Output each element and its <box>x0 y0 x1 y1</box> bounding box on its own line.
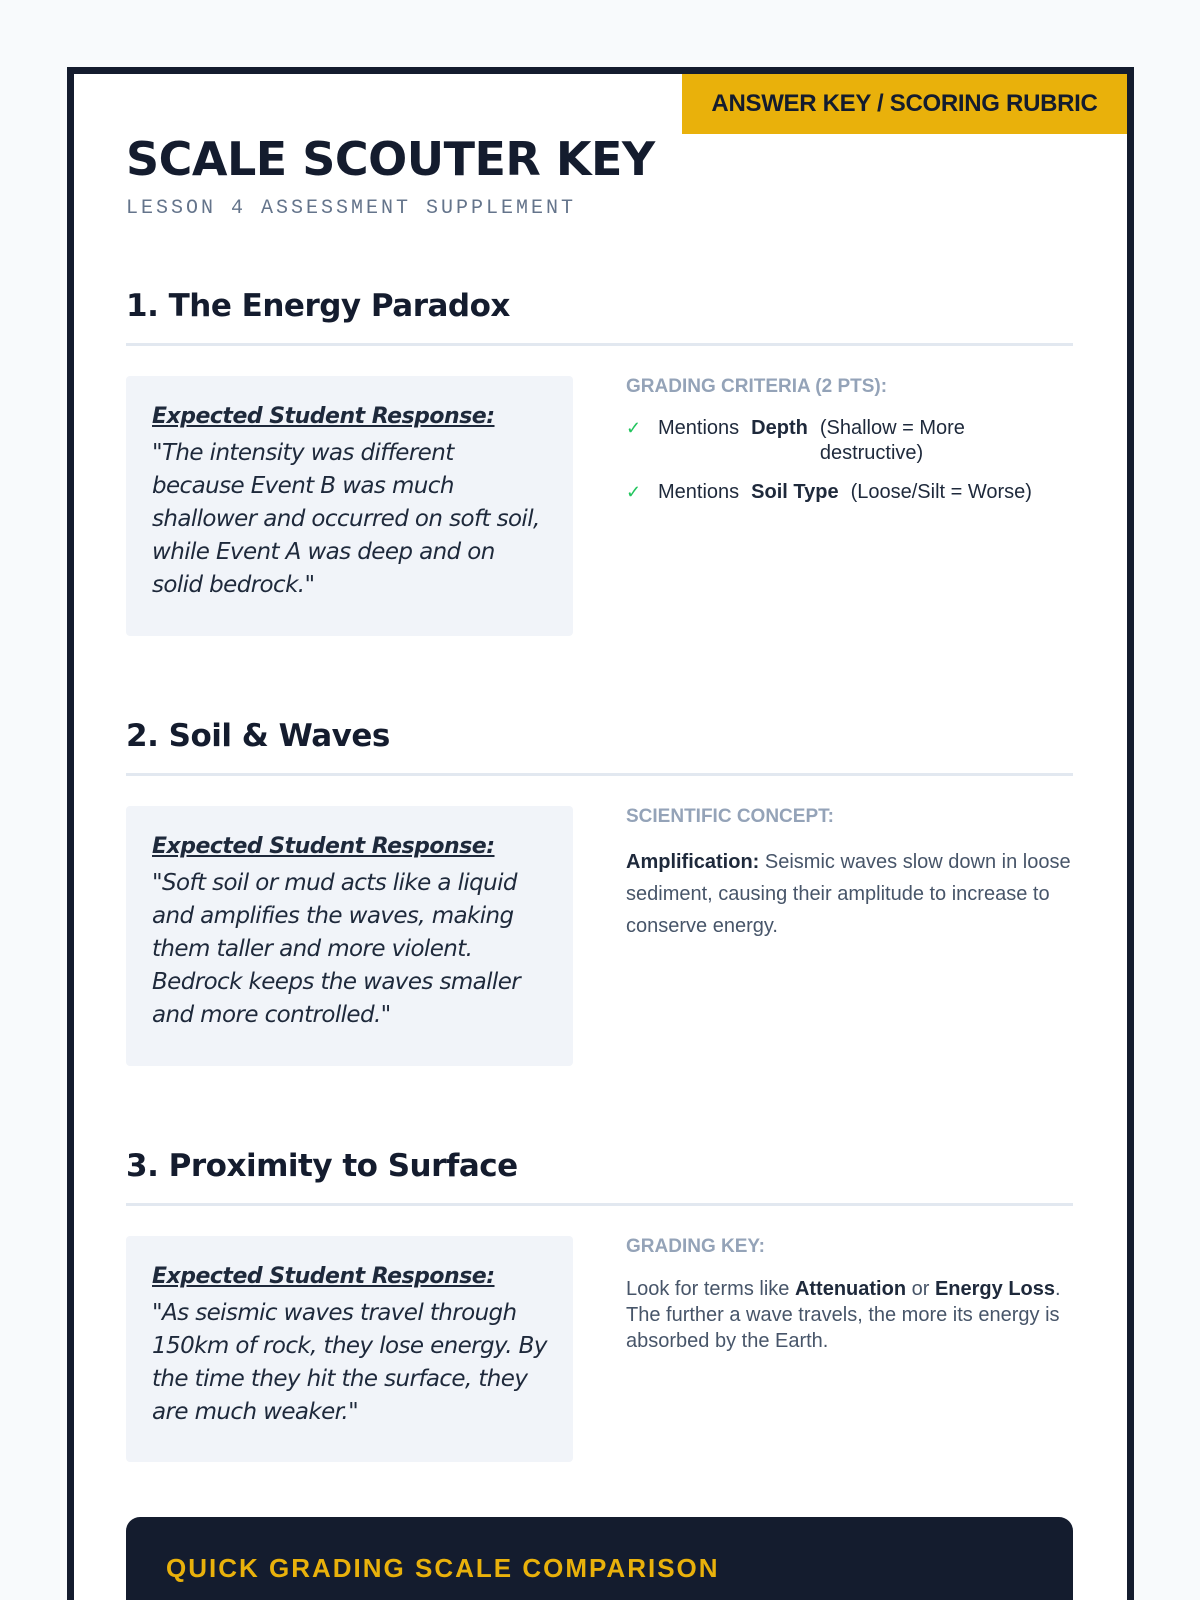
rubric-badge: ANSWER KEY / SCORING RUBRIC <box>682 74 1127 134</box>
criterion-prefix: Mentions <box>658 417 740 439</box>
criterion-term: Soil Type <box>751 481 839 503</box>
check-icon: ✓ <box>626 418 642 438</box>
check-icon: ✓ <box>626 482 642 502</box>
key-intro: Look for terms like <box>626 1278 795 1300</box>
grading-scale-heading: QUICK GRADING SCALE COMPARISON <box>166 1553 720 1583</box>
response-text: "As seismic waves travel through 150km of rock, they lose energy. By the time they hit the surface, they are much weaker." <box>152 1300 547 1425</box>
expected-response-card <box>126 806 573 1066</box>
criterion-term: Depth <box>751 417 808 439</box>
response-text: "The intensity was different because Event B was much shallower and occurred on soft soil, while Event A was deep and on solid bedrock." <box>152 440 540 598</box>
grading-criteria <box>626 376 1073 519</box>
page-title: SCALE SCOUTER KEY <box>126 132 655 186</box>
section-heading: 2. Soil & Waves <box>126 716 1073 776</box>
grading-key <box>626 1236 1073 1354</box>
grading-scale-panel <box>126 1517 1073 1600</box>
section-energy-paradox <box>126 286 1073 646</box>
section-proximity <box>126 1146 1073 1486</box>
answer-key-sheet <box>67 67 1134 1600</box>
section-soil-waves <box>126 716 1073 1076</box>
key-rest: . The further a wave travels, the more its energy is absorbed by the Earth. <box>626 1278 1061 1352</box>
response-label: Expected Student Response: <box>152 834 495 859</box>
grading-key-text <box>626 1276 1073 1354</box>
concept-text <box>626 846 1073 942</box>
key-term-energy-loss: Energy Loss <box>934 1278 1055 1300</box>
section-heading: 1. The Energy Paradox <box>126 286 1073 346</box>
expected-response-card <box>126 376 573 636</box>
scientific-concept <box>626 806 1073 942</box>
page-subtitle: LESSON 4 ASSESSMENT SUPPLEMENT <box>126 197 577 220</box>
criterion-note: (Shallow = More destructive) <box>819 417 965 464</box>
criterion-item <box>626 480 1073 505</box>
response-label: Expected Student Response: <box>152 404 495 429</box>
key-or: or <box>906 1278 935 1300</box>
concept-heading: SCIENTIFIC CONCEPT: <box>626 806 834 827</box>
concept-body: Seismic waves slow down in loose sediment, causing their amplitude to increase to conserve energy. <box>626 851 1071 937</box>
key-term-attenuation: Attenuation <box>794 1278 907 1300</box>
concept-term: Amplification: <box>626 851 760 873</box>
response-text: "Soft soil or mud acts like a liquid and amplifies the waves, making them taller and more violent. Bedrock keeps the waves smaller and more controlled." <box>152 870 521 1028</box>
criterion-prefix: Mentions <box>658 481 740 503</box>
expected-response-card <box>126 1236 573 1462</box>
criterion-item <box>626 416 1073 466</box>
criteria-list <box>626 416 1073 505</box>
response-label: Expected Student Response: <box>152 1264 495 1289</box>
grading-key-heading: GRADING KEY: <box>626 1236 765 1257</box>
criteria-heading: GRADING CRITERIA (2 PTS): <box>626 376 888 397</box>
criterion-note: (Loose/Silt = Worse) <box>850 481 1032 503</box>
section-heading: 3. Proximity to Surface <box>126 1146 1073 1206</box>
